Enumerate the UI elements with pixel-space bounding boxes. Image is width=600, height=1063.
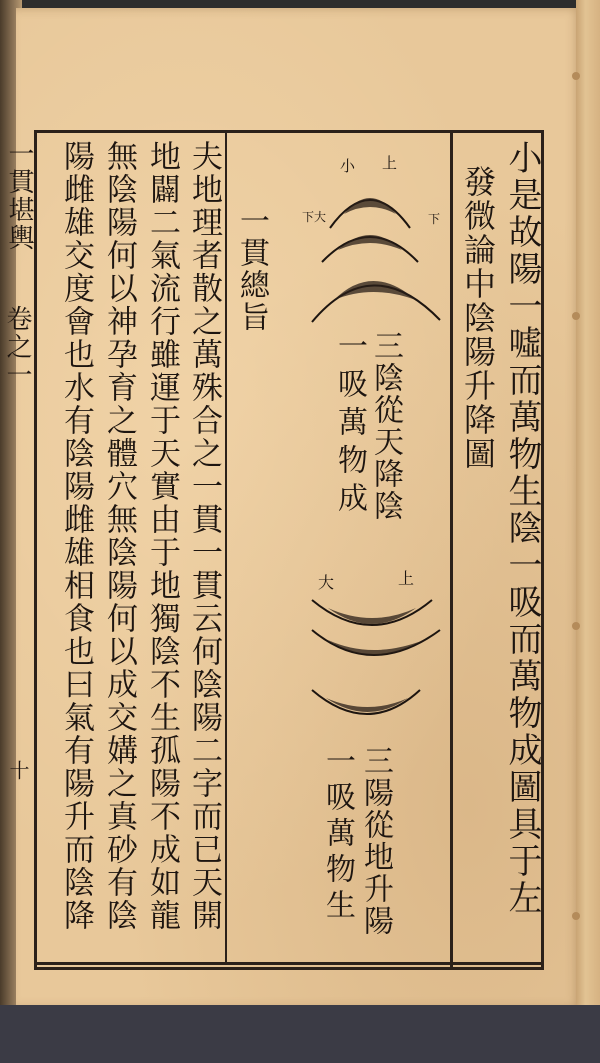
main-text-column-1: 小是故陽一噓而萬物生陰一吸而萬物成圖具于左 [502, 140, 542, 917]
top-caption-a: 三陰從天降陰 [368, 330, 403, 522]
yang-arc-fills [326, 608, 424, 712]
label-top: 上 [382, 154, 398, 172]
bottom-caption-b: 一吸萬物生 [320, 745, 355, 925]
section-heading: 一貫總旨 [234, 205, 269, 333]
body-column-2: 地闢二氣流行雖運于天實由于地獨陰不生孤陽不成如龍 [144, 140, 180, 932]
yin-arc-fill-1 [344, 198, 396, 214]
bottom-caption-a: 三陽從地升陽 [358, 745, 393, 937]
gutter-title: 一貫堪輿 [4, 140, 34, 252]
ascending-yang-arcs [312, 600, 440, 714]
body-column-1: 夫地理者散之萬殊合之一貫一貫云何陰陽二字而已天開 [186, 140, 222, 932]
label-top-lower: 上 [398, 569, 415, 588]
gutter-volume: 卷之一 [2, 305, 32, 389]
top-caption-b: 一吸萬物成 [332, 330, 367, 520]
label-big: 大 [318, 573, 335, 592]
body-column-3: 無陰陽何以神孕育之體穴無陰陽何以成交媾之真砂有陰 [101, 140, 137, 932]
yang-arc-fill-3 [326, 698, 408, 712]
yang-arc-fill-1 [328, 608, 416, 624]
descending-yin-arcs [312, 200, 440, 322]
diagram-title: 發微論中陰陽升降圖 [459, 165, 497, 471]
label-small-top: 小 [340, 157, 356, 175]
yin-arc-fill-3 [334, 281, 416, 300]
body-column-4: 陽雌雄交度會也水有陰陽雌雄相食也曰氣有陽升而陰降 [58, 140, 94, 932]
gutter-page-number: 十 [6, 760, 30, 782]
label-lower: 下 [428, 212, 441, 226]
yin-arc-fill-2 [338, 235, 402, 250]
label-big-lower: 下大 [302, 210, 327, 224]
